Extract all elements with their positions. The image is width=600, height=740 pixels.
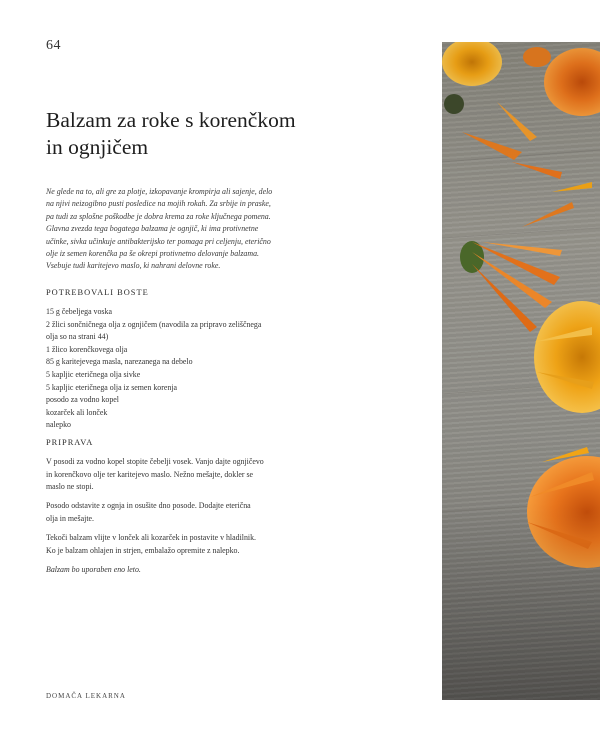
ingredient-line: kozarček ali lonček xyxy=(46,407,108,417)
method-steps xyxy=(46,456,316,583)
method-line: maslo ne stopi. xyxy=(46,482,94,492)
method-step xyxy=(46,456,316,494)
ingredient-line: 5 kapljic eteričnega olja sivke xyxy=(46,369,141,379)
ingredient-line: 1 žlico korenčkovega olja xyxy=(46,344,128,354)
list-item xyxy=(46,319,316,344)
intro-line: olje iz semen korenčka pa še okrepi protivnetno delovanje balzama. xyxy=(46,249,259,259)
method-final-note: Balzam bo uporaben eno leto. xyxy=(46,564,141,574)
method-line: Posodo odstavite z ognja in osušite dno posode. Dodajte eterična xyxy=(46,501,251,511)
ingredient-line: 15 g čebeljega voska xyxy=(46,307,112,316)
ingredient-line: posodo za vodno kopel xyxy=(46,395,119,405)
method-line: olja in mešajte. xyxy=(46,513,94,523)
list-item xyxy=(46,394,316,407)
intro-line: pa tudi za splošne poškodbe je dobra krema za roke ključnega pomena. xyxy=(46,211,271,221)
list-item xyxy=(46,306,316,319)
running-footer: DOMAČA LEKARNA xyxy=(46,692,126,700)
intro-line: Glavna zvezda tega bogatega balzama je ognjič, ki ima protivnetne xyxy=(46,224,259,234)
method-line: V posodi za vodno kopel stopite čebelji vosek. Vanjo dajte ognjičevo xyxy=(46,457,264,466)
method-step xyxy=(46,500,316,525)
method-line: in korenčkovo olje ter karitejevo maslo. Nežno mešajte, dokler se xyxy=(46,469,254,479)
ingredient-line: olja so na strani 44) xyxy=(46,332,109,342)
ingredient-line: 85 g karitejevega masla, narezanega na debelo xyxy=(46,357,193,367)
title-line: Balzam za roke s korenčkom xyxy=(46,108,296,132)
ingredients-heading: POTREBOVALI BOSTE xyxy=(46,288,149,297)
ingredients-list xyxy=(46,306,316,432)
title-line: in ognjičem xyxy=(46,135,149,159)
intro-line: Vsebuje tudi karitejevo maslo, ki nahrani delovne roke. xyxy=(46,261,221,271)
ingredient-line: 5 kapljic eteričnega olja iz semen korenja xyxy=(46,382,178,392)
list-item xyxy=(46,382,316,395)
list-item xyxy=(46,407,316,420)
page-number: 64 xyxy=(46,38,61,53)
method-heading: PRIPRAVA xyxy=(46,438,94,447)
method-line: Tekoči balzam vlijte v lonček ali kozarček in postavite v hladilnik. xyxy=(46,532,257,542)
intro-line: Ne glede na to, ali gre za plotje, izkopavanje krompirja ali sajenje, delo xyxy=(46,187,273,196)
intro-paragraph xyxy=(46,186,306,273)
intro-line: učinke, sivka učinkuje antibakterijsko ter pomaga pri celjenju, eterično xyxy=(46,236,271,246)
page-title xyxy=(46,107,376,161)
ingredient-line: 2 žlici sončničnega olja z ognjičem (navodila za pripravo zeliščnega xyxy=(46,319,262,329)
method-line: Ko je balzam ohlajen in strjen, embalažo opremite z nalepko. xyxy=(46,545,240,555)
ingredient-line: nalepko xyxy=(46,420,71,430)
list-item xyxy=(46,356,316,369)
list-item xyxy=(46,419,316,432)
list-item xyxy=(46,369,316,382)
method-step xyxy=(46,532,316,557)
intro-line: na njivi neizogibno pusti posledice na mojih rokah. Za srbije in praske, xyxy=(46,199,271,209)
calendula-flowers-photo xyxy=(442,42,600,700)
list-item xyxy=(46,344,316,357)
